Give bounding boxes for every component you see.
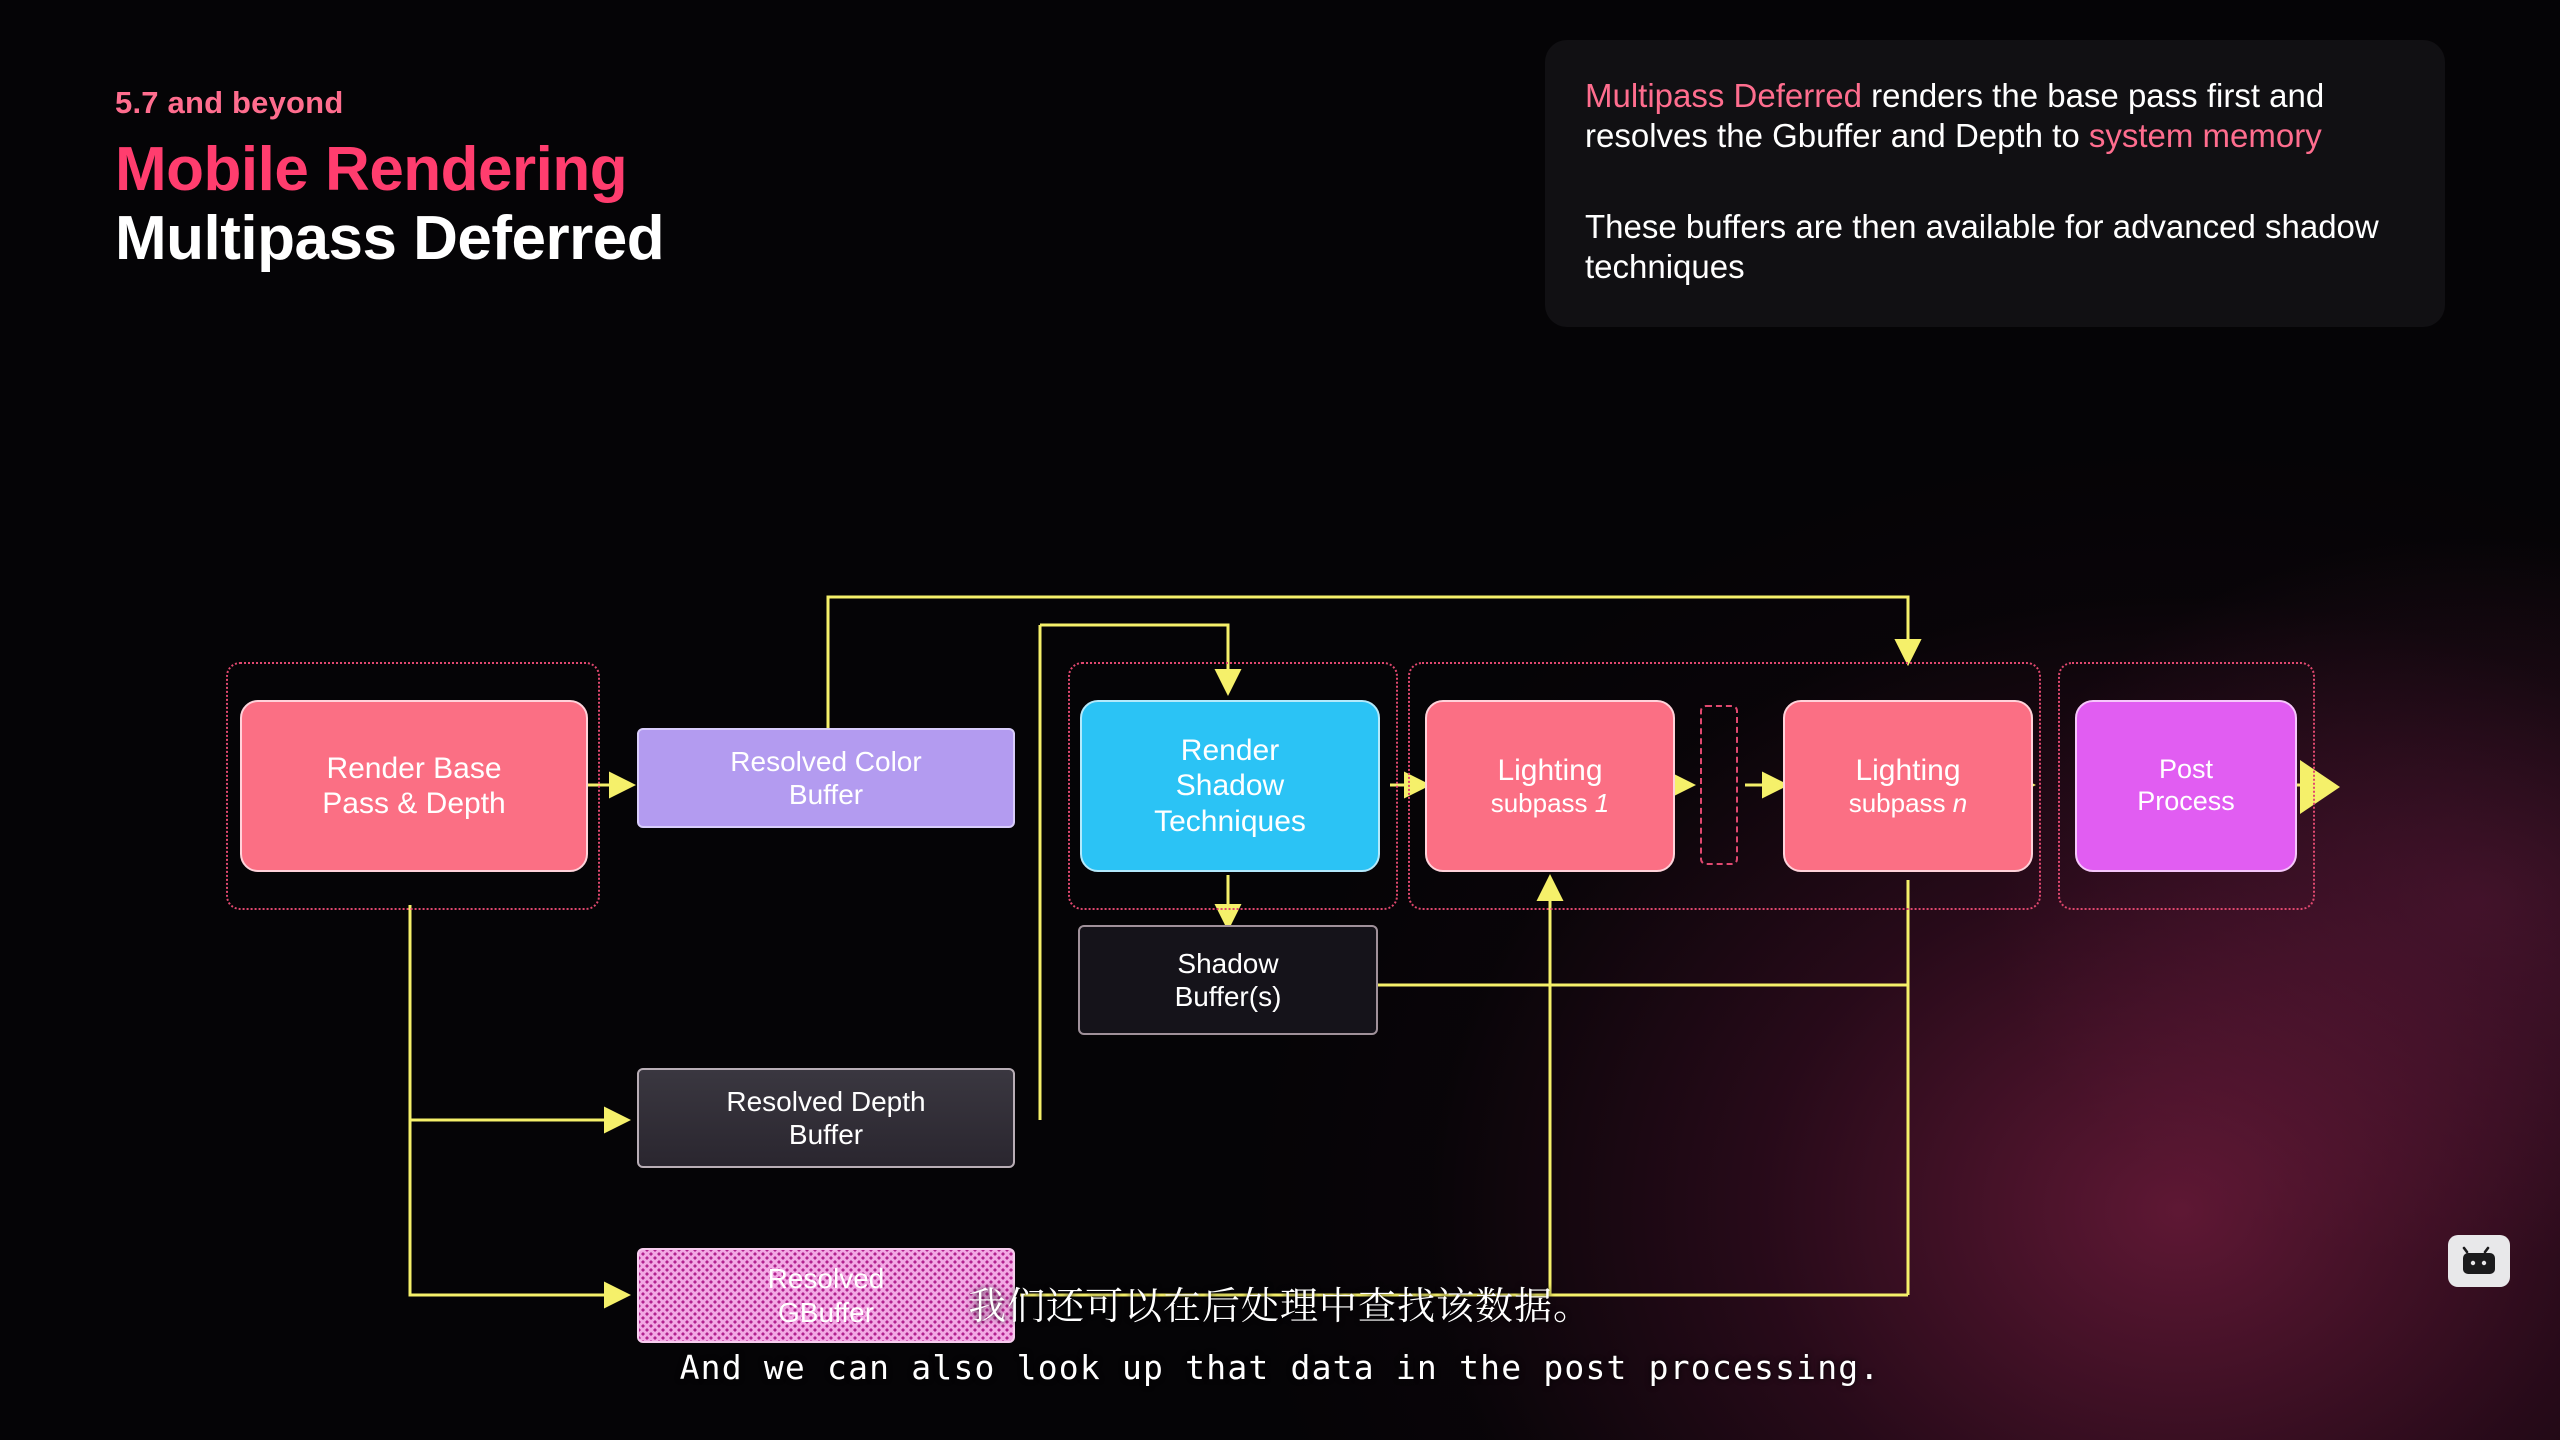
node-label-line2: Pass & Depth [322, 787, 506, 820]
node-sublabel [1849, 788, 1968, 819]
node-sublabel-index: n [1952, 788, 1968, 819]
node-sublabel-text: subpass [1490, 788, 1595, 819]
node-label-line1: Render Base [326, 751, 502, 785]
node-label-line1: Shadow [1177, 947, 1279, 979]
node-label-line2: Buffer [788, 1119, 864, 1150]
node-label-line1: Post [2158, 754, 2214, 785]
node-resolved-depth-buffer[interactable] [637, 1068, 1015, 1168]
node-label-line2: Buffer(s) [1174, 981, 1282, 1012]
node-label-line2: GBuffer [778, 1296, 874, 1328]
callout-text-1: renders the base pass first and resolves the Gbuffer and Depth to [1585, 77, 2325, 155]
subtitle-block [0, 1275, 2560, 1387]
node-sublabel [1491, 788, 1610, 819]
node-label-line2: Shadow [1175, 769, 1285, 803]
node-label-line1: Resolved Color [730, 745, 922, 777]
node-render-shadow-techniques[interactable] [1080, 700, 1380, 872]
slide-eyebrow: 5.7 and beyond [115, 85, 344, 120]
node-sublabel-text: subpass [1848, 788, 1953, 819]
node-shadow-buffers[interactable] [1078, 925, 1378, 1035]
node-label-line3: Techniques [1154, 804, 1306, 838]
node-render-base-pass[interactable] [240, 700, 588, 872]
callout-paragraph-2: These buffers are then available for advanced shadow techniques [1585, 207, 2379, 285]
node-placeholder-subpass [1700, 705, 1738, 865]
page-title: Mobile Rendering [115, 135, 628, 204]
node-post-process[interactable] [2075, 700, 2297, 872]
node-sublabel-index: 1 [1594, 788, 1610, 819]
node-resolved-color-buffer[interactable] [637, 728, 1015, 828]
node-label-line1: Resolved [767, 1263, 885, 1295]
callout-highlight-system-memory: system memory [2088, 117, 2322, 155]
video-platform-logo [2448, 1235, 2510, 1287]
node-lighting-subpass-1[interactable] [1425, 700, 1675, 872]
page-subtitle: Multipass Deferred [115, 204, 665, 274]
node-label-line1: Lighting [1855, 753, 1961, 787]
node-label-line2: Process [2137, 786, 2235, 816]
node-label-line1: Render [1180, 733, 1280, 767]
subtitle-chinese: 我们还可以在后处理中查找该数据。 [967, 1284, 1592, 1328]
tv-icon [2461, 1246, 2497, 1276]
node-label-line1: Resolved Depth [726, 1085, 926, 1117]
node-label-line1: Lighting [1497, 753, 1603, 787]
node-lighting-subpass-n[interactable] [1783, 700, 2033, 872]
node-label-line2: Buffer [788, 779, 864, 810]
subtitle-english: And we can also look up that data in the post processing. [679, 1348, 1881, 1387]
callout-highlight-term: Multipass Deferred [1585, 77, 1862, 114]
